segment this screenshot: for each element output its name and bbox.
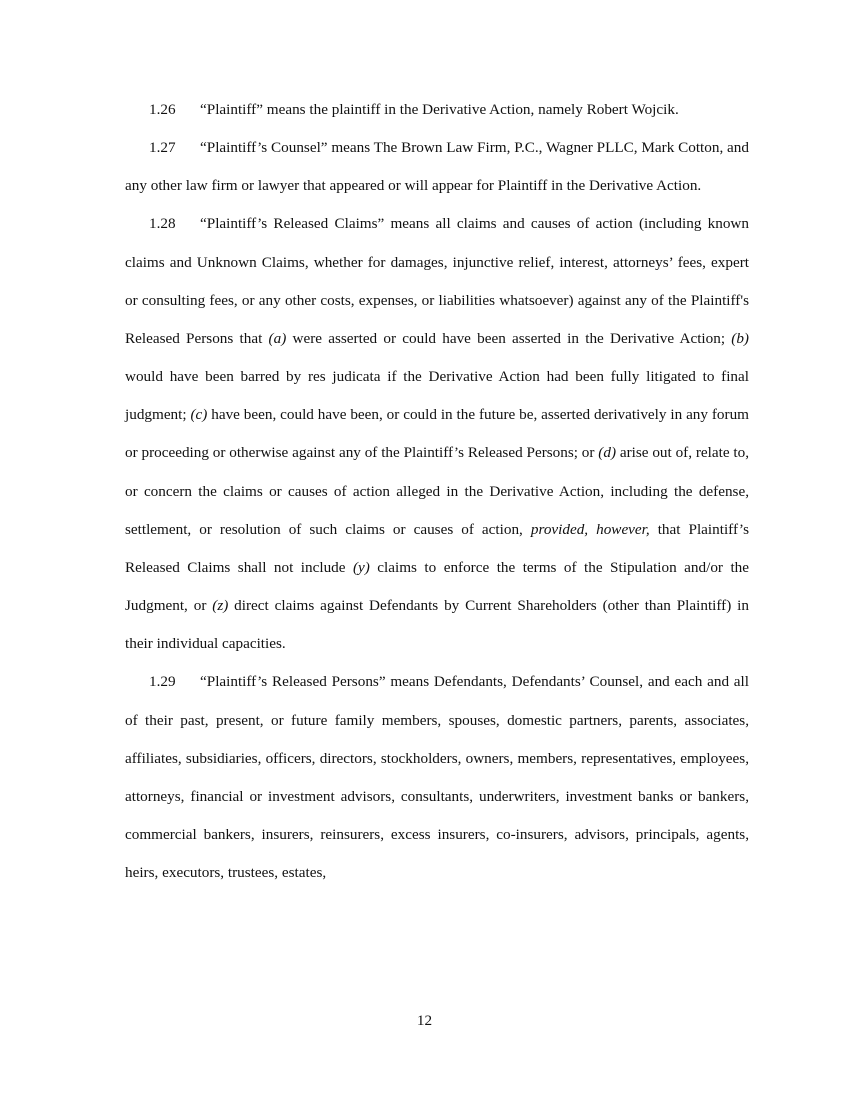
- document-body: [125, 91, 749, 892]
- section-number: 1.29: [149, 673, 176, 691]
- paragraph-1-28: [125, 205, 749, 663]
- paragraph-1-26: [125, 91, 749, 129]
- paragraph-text: “Plaintiff’s Released Claims” means all claims and causes of action (including known claims and Unknown Claims, whether for damages, injunctive relief, interest, attorneys’ fees, expert or consulting fees, or any other costs, expenses, or liabilities whatsoever) against any of the Plaintiff's Released Persons that: [125, 215, 749, 347]
- paragraph-1-27: [125, 129, 749, 205]
- clause-marker-a: (a): [268, 329, 287, 347]
- paragraph-text: direct claims against Defendants by Current Shareholders (other than Plaintiff) in their individual capacities.: [125, 597, 749, 653]
- paragraph-text: “Plaintiff’s Counsel” means The Brown Law Firm, P.C., Wagner PLLC, Mark Cotton, and any other law firm or lawyer that appeared or will appear for Plaintiff in the Derivative Action.: [125, 139, 749, 195]
- proviso-phrase: provided, however,: [530, 520, 650, 538]
- paragraph-text: that Plaintiff’s Released Claims shall not include: [125, 520, 749, 576]
- page-number: 12: [416, 1012, 433, 1029]
- paragraph-text: arise out of, relate to, or concern the claims or causes of action alleged in the Derivative Action, including the defense, settlement, or resolution of such claims or causes of action,: [125, 444, 749, 538]
- paragraph-text: were asserted or could have been asserted in the Derivative Action;: [286, 329, 732, 347]
- clause-marker-b: (b): [731, 329, 749, 347]
- paragraph-1-29: [125, 663, 749, 892]
- section-number: 1.27: [149, 139, 176, 157]
- paragraph-text: have been, could have been, or could in the future be, asserted derivatively in any forum or proceeding or otherwise against any of the Plaintiff’s Released Persons; or: [125, 406, 749, 462]
- paragraph-text: “Plaintiff” means the plaintiff in the Derivative Action, namely Robert Wojcik.: [200, 101, 679, 118]
- section-number: 1.26: [149, 101, 176, 118]
- clause-marker-y: (y): [352, 558, 370, 576]
- paragraph-text: claims to enforce the terms of the Stipulation and/or the Judgment, or: [125, 558, 749, 615]
- section-number: 1.28: [149, 215, 176, 233]
- clause-marker-c: (c): [190, 406, 208, 424]
- paragraph-text: would have been barred by res judicata if the Derivative Action had been fully litigated to final judgment;: [125, 368, 749, 424]
- clause-marker-z: (z): [212, 597, 229, 615]
- paragraph-text: “Plaintiff’s Released Persons” means Defendants, Defendants’ Counsel, and each and all of their past, present, or future family members, spouses, domestic partners, parents, associates, affiliates, subsidiaries, officers, directors, stockholders, owners, members, representatives, employees, attorneys, financial or investment advisors, consultants, underwriters, investment banks or bankers, commercial bankers, insurers, reinsurers, excess insurers, co-insurers, advisors, principals, agents, heirs, executors, trustees, estates,: [125, 673, 749, 882]
- clause-marker-d: (d): [598, 444, 617, 462]
